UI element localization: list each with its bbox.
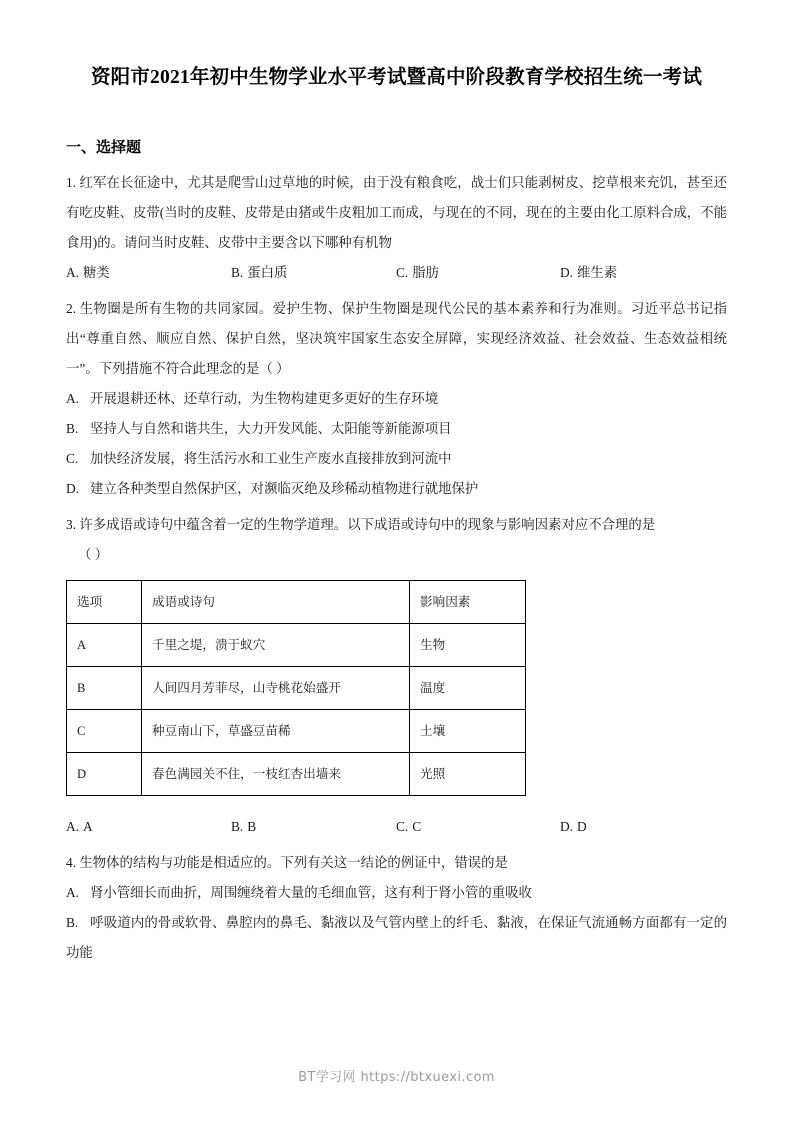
question-2-option-a[interactable] <box>66 384 727 414</box>
option-letter: B. <box>66 915 79 930</box>
table-cell-option: A <box>67 624 142 667</box>
question-3-stem: 3. 许多成语或诗句中蕴含着一定的生物学道理。以下成语或诗句中的现象与影响因素对应不合理的是 <box>66 517 656 532</box>
option-letter: C. <box>396 265 409 280</box>
option-text: C <box>412 819 422 834</box>
question-1 <box>66 162 727 288</box>
question-1-option-c[interactable] <box>396 258 439 288</box>
table-header-option: 选项 <box>67 581 142 624</box>
question-3-options <box>66 812 727 842</box>
question-4-option-b[interactable] <box>66 908 727 968</box>
question-3 <box>66 504 727 842</box>
option-text: 开展退耕还林、还草行动，为生物构建更多更好的生存环境 <box>90 391 439 406</box>
option-letter: A. <box>66 265 80 280</box>
table-cell-idiom: 人间四月芳菲尽，山寺桃花始盛开 <box>142 667 410 710</box>
table-cell-factor: 生物 <box>410 624 526 667</box>
option-text: 加快经济发展，将生活污水和工业生产废水直接排放到河流中 <box>90 451 452 466</box>
table-row <box>67 710 526 753</box>
question-1-options <box>66 258 727 288</box>
table-cell-factor: 光照 <box>410 753 526 796</box>
option-text: B <box>247 819 257 834</box>
option-letter: B. <box>66 421 79 436</box>
question-4-stem: 4. 生物体的结构与功能是相适应的。下列有关这一结论的例证中，错误的是 <box>66 855 508 870</box>
question-3-option-c[interactable] <box>396 812 421 842</box>
question-3-table <box>66 580 526 796</box>
section-heading-choice-questions: 一、选择题 <box>66 140 142 156</box>
table-cell-factor: 土壤 <box>410 710 526 753</box>
table-cell-option: B <box>67 667 142 710</box>
question-3-option-b[interactable] <box>231 812 256 842</box>
option-letter: D. <box>560 265 574 280</box>
option-letter: B. <box>231 819 244 834</box>
table-spacer <box>66 796 727 812</box>
option-letter: A. <box>66 819 80 834</box>
table-header-idiom: 成语或诗句 <box>142 581 410 624</box>
option-text: 脂肪 <box>412 265 440 280</box>
question-1-stem: 1. 红军在长征途中，尤其是爬雪山过草地的时候，由于没有粮食吃，战士们只能剥树皮、挖草根来充饥，甚至还有吃皮鞋、皮带(当时的皮鞋、皮带是由猪或牛皮粗加工而成，与现在的不同，现在的主要由化工原料合成，不能食用)的。请问当时皮鞋、皮带中主要含以下哪种有机物 <box>66 175 727 250</box>
option-text: 糖类 <box>83 265 110 280</box>
option-letter: B. <box>231 265 244 280</box>
option-letter: C. <box>66 451 79 466</box>
option-text: 呼吸道内的骨或软骨、鼻腔内的鼻毛、黏液以及气管内壁上的纤毛、黏液，在保证气流通畅方面都有一定的功能 <box>66 915 727 960</box>
question-2-options <box>66 384 727 504</box>
table-cell-idiom: 种豆南山下，草盛豆苗稀 <box>142 710 410 753</box>
question-2 <box>66 288 727 504</box>
table-row <box>67 753 526 796</box>
question-3-option-d[interactable] <box>560 812 587 842</box>
option-text: 坚持人与自然和谐共生，大力开发风能、太阳能等新能源项目 <box>90 421 452 436</box>
option-letter: A. <box>66 391 80 406</box>
question-1-option-a[interactable] <box>66 258 110 288</box>
question-3-table-wrap <box>66 570 727 796</box>
question-3-answer-bracket: （ ） <box>78 547 109 562</box>
table-header-row <box>67 581 526 624</box>
table-cell-idiom: 春色满园关不住，一枝红杏出墙来 <box>142 753 410 796</box>
question-2-option-d[interactable] <box>66 474 727 504</box>
question-4-options <box>66 878 727 968</box>
table-row <box>67 667 526 710</box>
table-header-factor: 影响因素 <box>410 581 526 624</box>
option-text: A <box>83 819 93 834</box>
table-cell-option: C <box>67 710 142 753</box>
table-cell-factor: 温度 <box>410 667 526 710</box>
option-text: 肾小管细长而曲折，周围缠绕着大量的毛细血管，这有利于肾小管的重吸收 <box>90 885 532 900</box>
option-letter: D. <box>560 819 574 834</box>
question-1-option-b[interactable] <box>231 258 287 288</box>
page-title: 资阳市2021年初中生物学业水平考试暨高中阶段教育学校招生统一考试 <box>90 67 703 88</box>
table-cell-option: D <box>67 753 142 796</box>
option-letter: A. <box>66 885 80 900</box>
footer-watermark: BT学习网 https://btxuexi.com <box>298 1070 495 1085</box>
question-4-option-a[interactable] <box>66 878 727 908</box>
question-2-option-c[interactable] <box>66 444 727 474</box>
question-2-stem: 2. 生物圈是所有生物的共同家园。爱护生物、保护生物圈是现代公民的基本素养和行为准则。习近平总书记指出“尊重自然、顺应自然、保护自然，坚决筑牢国家生态安全屏障，实现经济效益、社会效益、生态效益相统一”。下列措施不符合此理念的是（ ） <box>66 301 727 376</box>
question-2-option-b[interactable] <box>66 414 727 444</box>
option-text: 建立各种类型自然保护区，对濒临灭绝及珍稀动植物进行就地保护 <box>90 481 479 496</box>
option-text: 维生素 <box>577 265 618 280</box>
question-1-option-d[interactable] <box>560 258 617 288</box>
option-text: D <box>577 819 587 834</box>
question-3-option-a[interactable] <box>66 812 93 842</box>
table-row <box>67 624 526 667</box>
question-4 <box>66 842 727 968</box>
option-letter: C. <box>396 819 409 834</box>
option-letter: D. <box>66 481 80 496</box>
option-text: 蛋白质 <box>247 265 288 280</box>
table-cell-idiom: 千里之堤，溃于蚁穴 <box>142 624 410 667</box>
